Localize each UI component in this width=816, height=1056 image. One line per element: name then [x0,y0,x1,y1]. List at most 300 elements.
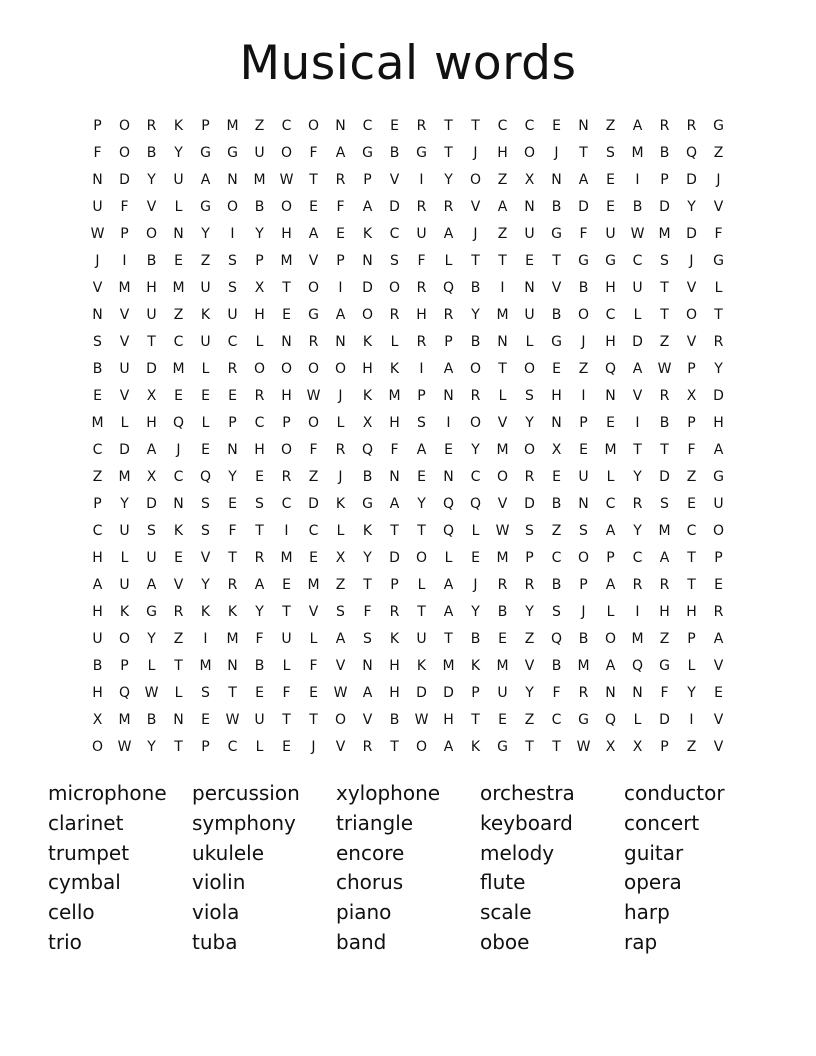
grid-letter[interactable]: Y [363,550,372,566]
grid-letter[interactable]: Y [174,145,183,161]
grid-letter[interactable]: A [713,442,724,458]
grid-letter[interactable]: G [551,226,562,242]
grid-letter[interactable]: M [91,415,104,431]
grid-letter[interactable]: S [552,604,561,620]
grid-letter[interactable]: W [144,685,159,701]
grid-letter[interactable]: X [362,415,373,431]
grid-letter[interactable]: Y [525,604,534,620]
grid-letter[interactable]: T [417,523,426,539]
grid-letter[interactable]: S [201,685,210,701]
grid-letter[interactable]: T [579,145,588,161]
grid-letter[interactable]: E [606,199,615,215]
grid-letter[interactable]: N [92,307,103,323]
grid-letter[interactable]: D [416,685,427,701]
grid-letter[interactable]: Z [92,469,103,485]
grid-letter[interactable]: O [604,631,617,647]
grid-letter[interactable]: T [282,712,291,728]
grid-letter[interactable]: P [363,172,372,188]
grid-letter[interactable]: V [308,604,319,620]
grid-letter[interactable]: X [632,739,643,755]
grid-letter[interactable]: W [576,739,591,755]
grid-letter[interactable]: P [390,577,399,593]
grid-letter[interactable]: V [146,199,157,215]
grid-letter[interactable]: U [92,199,103,215]
grid-letter[interactable]: L [120,415,129,431]
grid-letter[interactable]: M [118,280,131,296]
grid-letter[interactable]: F [309,658,318,674]
grid-letter[interactable]: C [362,118,373,134]
grid-letter[interactable]: O [469,415,482,431]
grid-letter[interactable]: O [118,118,131,134]
grid-letter[interactable]: A [335,307,346,323]
grid-letter[interactable]: N [362,253,373,269]
grid-letter[interactable]: X [254,280,265,296]
grid-letter[interactable]: N [173,712,184,728]
grid-letter[interactable]: A [443,226,454,242]
grid-letter[interactable]: C [551,712,562,728]
grid-letter[interactable]: K [389,631,400,647]
grid-letter[interactable]: Z [173,307,184,323]
grid-letter[interactable]: V [362,712,373,728]
grid-letter[interactable]: A [146,577,157,593]
grid-letter[interactable]: V [470,199,481,215]
grid-letter[interactable]: M [388,388,401,404]
grid-letter[interactable]: Q [442,523,455,539]
grid-letter[interactable]: W [630,226,645,242]
grid-letter[interactable]: T [498,361,507,377]
grid-letter[interactable]: E [498,631,507,647]
grid-letter[interactable]: L [714,280,723,296]
grid-letter[interactable]: R [470,388,481,404]
grid-letter[interactable]: C [92,523,103,539]
grid-letter[interactable]: O [415,550,428,566]
grid-letter[interactable]: C [227,334,238,350]
grid-letter[interactable]: U [632,280,643,296]
grid-letter[interactable]: H [659,604,670,620]
grid-letter[interactable]: O [118,145,131,161]
grid-letter[interactable]: N [173,226,184,242]
grid-letter[interactable]: H [551,388,562,404]
grid-letter[interactable]: Q [442,496,455,512]
grid-letter[interactable]: K [389,361,400,377]
grid-letter[interactable]: J [95,253,100,269]
grid-letter[interactable]: D [308,496,319,512]
grid-letter[interactable]: E [471,550,480,566]
grid-letter[interactable]: N [551,172,562,188]
grid-letter[interactable]: S [201,496,210,512]
grid-letter[interactable]: S [525,388,534,404]
grid-letter[interactable]: P [579,577,588,593]
grid-letter[interactable]: L [174,685,183,701]
grid-letter[interactable]: Z [659,334,670,350]
grid-letter[interactable]: F [417,253,426,269]
grid-letter[interactable]: D [443,685,454,701]
grid-letter[interactable]: A [443,361,454,377]
grid-letter[interactable]: U [497,685,508,701]
grid-letter[interactable]: Y [147,739,156,755]
grid-letter[interactable]: V [200,550,211,566]
grid-letter[interactable]: F [390,442,399,458]
grid-letter[interactable]: X [146,388,157,404]
grid-letter[interactable]: K [362,523,373,539]
grid-letter[interactable]: D [659,469,670,485]
grid-letter[interactable]: Y [201,226,210,242]
grid-letter[interactable]: P [471,685,480,701]
grid-letter[interactable]: K [470,739,481,755]
grid-letter[interactable]: F [282,685,291,701]
grid-letter[interactable]: E [228,496,237,512]
grid-letter[interactable]: H [362,361,373,377]
grid-letter[interactable]: T [309,712,318,728]
grid-letter[interactable]: X [605,739,616,755]
grid-letter[interactable]: J [473,577,478,593]
grid-letter[interactable]: A [335,631,346,647]
grid-letter[interactable]: M [496,442,509,458]
grid-letter[interactable]: Y [471,307,480,323]
grid-letter[interactable]: E [687,496,696,512]
grid-letter[interactable]: E [552,361,561,377]
grid-letter[interactable]: B [146,145,157,161]
grid-letter[interactable]: T [471,253,480,269]
grid-letter[interactable]: N [173,496,184,512]
grid-letter[interactable]: L [444,253,453,269]
grid-letter[interactable]: D [686,172,697,188]
grid-letter[interactable]: J [473,145,478,161]
grid-letter[interactable]: Q [199,469,212,485]
grid-letter[interactable]: L [606,469,615,485]
grid-letter[interactable]: B [254,658,265,674]
grid-letter[interactable]: L [444,550,453,566]
grid-letter[interactable]: H [92,604,103,620]
grid-letter[interactable]: L [120,550,129,566]
grid-letter[interactable]: E [174,550,183,566]
grid-letter[interactable]: L [687,658,696,674]
grid-letter[interactable]: S [336,604,345,620]
grid-letter[interactable]: O [388,280,401,296]
grid-letter[interactable]: J [338,469,343,485]
grid-letter[interactable]: B [362,469,373,485]
grid-letter[interactable]: T [552,253,561,269]
grid-letter[interactable]: G [713,469,724,485]
grid-letter[interactable]: C [227,739,238,755]
grid-letter[interactable]: R [308,334,319,350]
grid-letter[interactable]: E [255,685,264,701]
grid-letter[interactable]: N [389,469,400,485]
grid-letter[interactable]: F [255,631,264,647]
grid-letter[interactable]: V [524,658,535,674]
grid-letter[interactable]: R [416,199,427,215]
grid-letter[interactable]: T [444,145,453,161]
grid-letter[interactable]: F [120,199,129,215]
grid-letter[interactable]: L [525,334,534,350]
grid-letter[interactable]: Z [605,118,616,134]
grid-letter[interactable]: T [417,604,426,620]
grid-letter[interactable]: L [255,334,264,350]
grid-letter[interactable]: V [119,334,130,350]
grid-letter[interactable]: C [524,118,535,134]
grid-letter[interactable]: E [444,442,453,458]
grid-letter[interactable]: S [255,496,264,512]
grid-letter[interactable]: H [605,280,616,296]
grid-letter[interactable]: E [228,388,237,404]
grid-letter[interactable]: V [551,280,562,296]
grid-letter[interactable]: E [525,253,534,269]
grid-letter[interactable]: V [632,388,643,404]
grid-letter[interactable]: G [578,253,589,269]
grid-letter[interactable]: M [631,145,644,161]
grid-letter[interactable]: L [471,523,480,539]
grid-letter[interactable]: T [660,307,669,323]
grid-letter[interactable]: A [605,523,616,539]
grid-letter[interactable]: P [228,415,237,431]
grid-letter[interactable]: T [687,550,696,566]
grid-letter[interactable]: A [254,577,265,593]
grid-letter[interactable]: T [498,253,507,269]
grid-letter[interactable]: F [552,685,561,701]
grid-letter[interactable]: B [254,199,265,215]
grid-letter[interactable]: J [554,145,559,161]
grid-letter[interactable]: H [254,307,265,323]
grid-letter[interactable]: Y [525,415,534,431]
grid-letter[interactable]: D [686,226,697,242]
grid-letter[interactable]: I [581,388,586,404]
grid-letter[interactable]: M [226,118,239,134]
grid-letter[interactable]: U [92,631,103,647]
grid-letter[interactable]: B [551,658,562,674]
grid-letter[interactable]: K [335,496,346,512]
grid-letter[interactable]: W [495,523,510,539]
grid-letter[interactable]: T [147,334,156,350]
grid-letter[interactable]: J [311,739,316,755]
grid-letter[interactable]: L [498,388,507,404]
grid-letter[interactable]: R [632,577,643,593]
grid-letter[interactable]: U [119,523,130,539]
grid-letter[interactable]: N [605,685,616,701]
grid-letter[interactable]: O [145,226,158,242]
grid-letter[interactable]: V [497,415,508,431]
grid-letter[interactable]: N [227,442,238,458]
grid-letter[interactable]: E [174,253,183,269]
grid-letter[interactable]: V [335,739,346,755]
grid-letter[interactable]: G [605,253,616,269]
grid-letter[interactable]: O [253,361,266,377]
grid-letter[interactable]: A [389,496,400,512]
grid-letter[interactable]: H [146,415,157,431]
grid-letter[interactable]: O [334,712,347,728]
grid-letter[interactable]: C [632,253,643,269]
grid-letter[interactable]: J [581,604,586,620]
grid-letter[interactable]: N [551,415,562,431]
grid-letter[interactable]: S [390,253,399,269]
grid-letter[interactable]: I [284,523,289,539]
grid-letter[interactable]: U [524,226,535,242]
grid-letter[interactable]: R [659,577,670,593]
grid-letter[interactable]: O [469,172,482,188]
grid-letter[interactable]: I [689,712,694,728]
grid-letter[interactable]: K [227,604,238,620]
grid-letter[interactable]: M [658,226,671,242]
grid-letter[interactable]: R [281,469,292,485]
grid-letter[interactable]: N [227,172,238,188]
grid-letter[interactable]: U [605,226,616,242]
grid-letter[interactable]: B [551,577,562,593]
grid-letter[interactable]: I [446,415,451,431]
grid-letter[interactable]: H [497,145,508,161]
grid-letter[interactable]: F [309,145,318,161]
grid-letter[interactable]: R [659,388,670,404]
grid-letter[interactable]: S [606,145,615,161]
grid-letter[interactable]: S [579,523,588,539]
grid-letter[interactable]: L [336,415,345,431]
grid-letter[interactable]: K [173,118,184,134]
grid-letter[interactable]: X [146,469,157,485]
grid-letter[interactable]: Z [308,469,319,485]
grid-letter[interactable]: A [146,442,157,458]
grid-letter[interactable]: C [173,334,184,350]
grid-letter[interactable]: U [119,361,130,377]
grid-letter[interactable]: J [338,388,343,404]
grid-letter[interactable]: R [416,280,427,296]
grid-letter[interactable]: E [282,307,291,323]
grid-letter[interactable]: O [307,280,320,296]
grid-letter[interactable]: O [226,199,239,215]
grid-letter[interactable]: A [362,199,373,215]
grid-letter[interactable]: H [281,226,292,242]
grid-letter[interactable]: E [201,388,210,404]
grid-letter[interactable]: P [606,550,615,566]
grid-letter[interactable]: N [443,388,454,404]
grid-letter[interactable]: S [228,280,237,296]
grid-letter[interactable]: Y [633,469,642,485]
grid-letter[interactable]: M [118,712,131,728]
grid-letter[interactable]: Y [417,496,426,512]
grid-letter[interactable]: G [146,604,157,620]
grid-letter[interactable]: R [362,739,373,755]
grid-letter[interactable]: L [633,712,642,728]
grid-letter[interactable]: Z [713,145,724,161]
grid-letter[interactable]: R [389,604,400,620]
grid-letter[interactable]: R [146,118,157,134]
grid-letter[interactable]: D [119,442,130,458]
grid-letter[interactable]: P [93,496,102,512]
grid-letter[interactable]: Q [469,496,482,512]
grid-letter[interactable]: E [201,442,210,458]
grid-letter[interactable]: L [201,361,210,377]
grid-letter[interactable]: W [333,685,348,701]
grid-letter[interactable]: L [282,658,291,674]
grid-letter[interactable]: Z [173,631,184,647]
grid-letter[interactable]: C [281,118,292,134]
grid-letter[interactable]: R [659,118,670,134]
grid-letter[interactable]: G [659,658,670,674]
grid-letter[interactable]: Z [200,253,211,269]
grid-letter[interactable]: P [579,415,588,431]
grid-letter[interactable]: F [660,685,669,701]
grid-letter[interactable]: A [92,577,103,593]
grid-letter[interactable]: T [174,658,183,674]
grid-letter[interactable]: T [255,523,264,539]
grid-letter[interactable]: U [254,712,265,728]
grid-letter[interactable]: R [686,118,697,134]
grid-letter[interactable]: B [470,631,481,647]
grid-letter[interactable]: S [660,496,669,512]
grid-letter[interactable]: V [686,280,697,296]
grid-letter[interactable]: E [309,685,318,701]
grid-letter[interactable]: P [120,226,129,242]
grid-letter[interactable]: J [689,253,694,269]
grid-letter[interactable]: O [361,307,374,323]
grid-letter[interactable]: C [254,415,265,431]
grid-letter[interactable]: B [578,280,589,296]
grid-letter[interactable]: U [173,172,184,188]
grid-letter[interactable]: D [389,550,400,566]
grid-letter[interactable]: E [552,118,561,134]
grid-letter[interactable]: P [336,253,345,269]
grid-letter[interactable]: C [605,307,616,323]
grid-letter[interactable]: V [119,388,130,404]
grid-letter[interactable]: C [389,226,400,242]
grid-letter[interactable]: C [686,523,697,539]
grid-letter[interactable]: A [578,172,589,188]
grid-letter[interactable]: O [334,361,347,377]
grid-letter[interactable]: U [416,226,427,242]
grid-letter[interactable]: Y [471,604,480,620]
grid-letter[interactable]: N [524,199,535,215]
grid-letter[interactable]: E [336,226,345,242]
grid-letter[interactable]: Y [255,226,264,242]
grid-letter[interactable]: O [685,307,698,323]
grid-letter[interactable]: A [443,604,454,620]
grid-letter[interactable]: G [200,199,211,215]
grid-letter[interactable]: O [280,442,293,458]
grid-letter[interactable]: H [389,685,400,701]
grid-letter[interactable]: H [389,415,400,431]
grid-letter[interactable]: O [523,361,536,377]
grid-letter[interactable]: W [117,739,132,755]
grid-letter[interactable]: Z [659,631,670,647]
grid-letter[interactable]: S [147,523,156,539]
grid-letter[interactable]: E [390,118,399,134]
grid-letter[interactable]: G [362,496,373,512]
grid-letter[interactable]: R [416,118,427,134]
grid-letter[interactable]: L [147,658,156,674]
grid-letter[interactable]: C [470,469,481,485]
grid-letter[interactable]: K [200,307,211,323]
grid-letter[interactable]: H [416,307,427,323]
grid-letter[interactable]: L [174,199,183,215]
grid-letter[interactable]: B [659,145,670,161]
grid-letter[interactable]: D [659,199,670,215]
grid-letter[interactable]: G [578,712,589,728]
grid-letter[interactable]: K [362,226,373,242]
grid-letter[interactable]: E [498,712,507,728]
grid-letter[interactable]: O [712,523,725,539]
grid-letter[interactable]: F [579,226,588,242]
grid-letter[interactable]: A [605,577,616,593]
grid-letter[interactable]: A [416,442,427,458]
grid-letter[interactable]: M [118,469,131,485]
grid-letter[interactable]: L [255,739,264,755]
grid-letter[interactable]: Q [685,145,698,161]
grid-letter[interactable]: P [525,550,534,566]
grid-letter[interactable]: B [551,496,562,512]
grid-letter[interactable]: R [632,496,643,512]
grid-letter[interactable]: F [714,226,723,242]
grid-letter[interactable]: R [227,361,238,377]
grid-letter[interactable]: M [631,631,644,647]
grid-letter[interactable]: R [578,685,589,701]
grid-letter[interactable]: P [417,388,426,404]
